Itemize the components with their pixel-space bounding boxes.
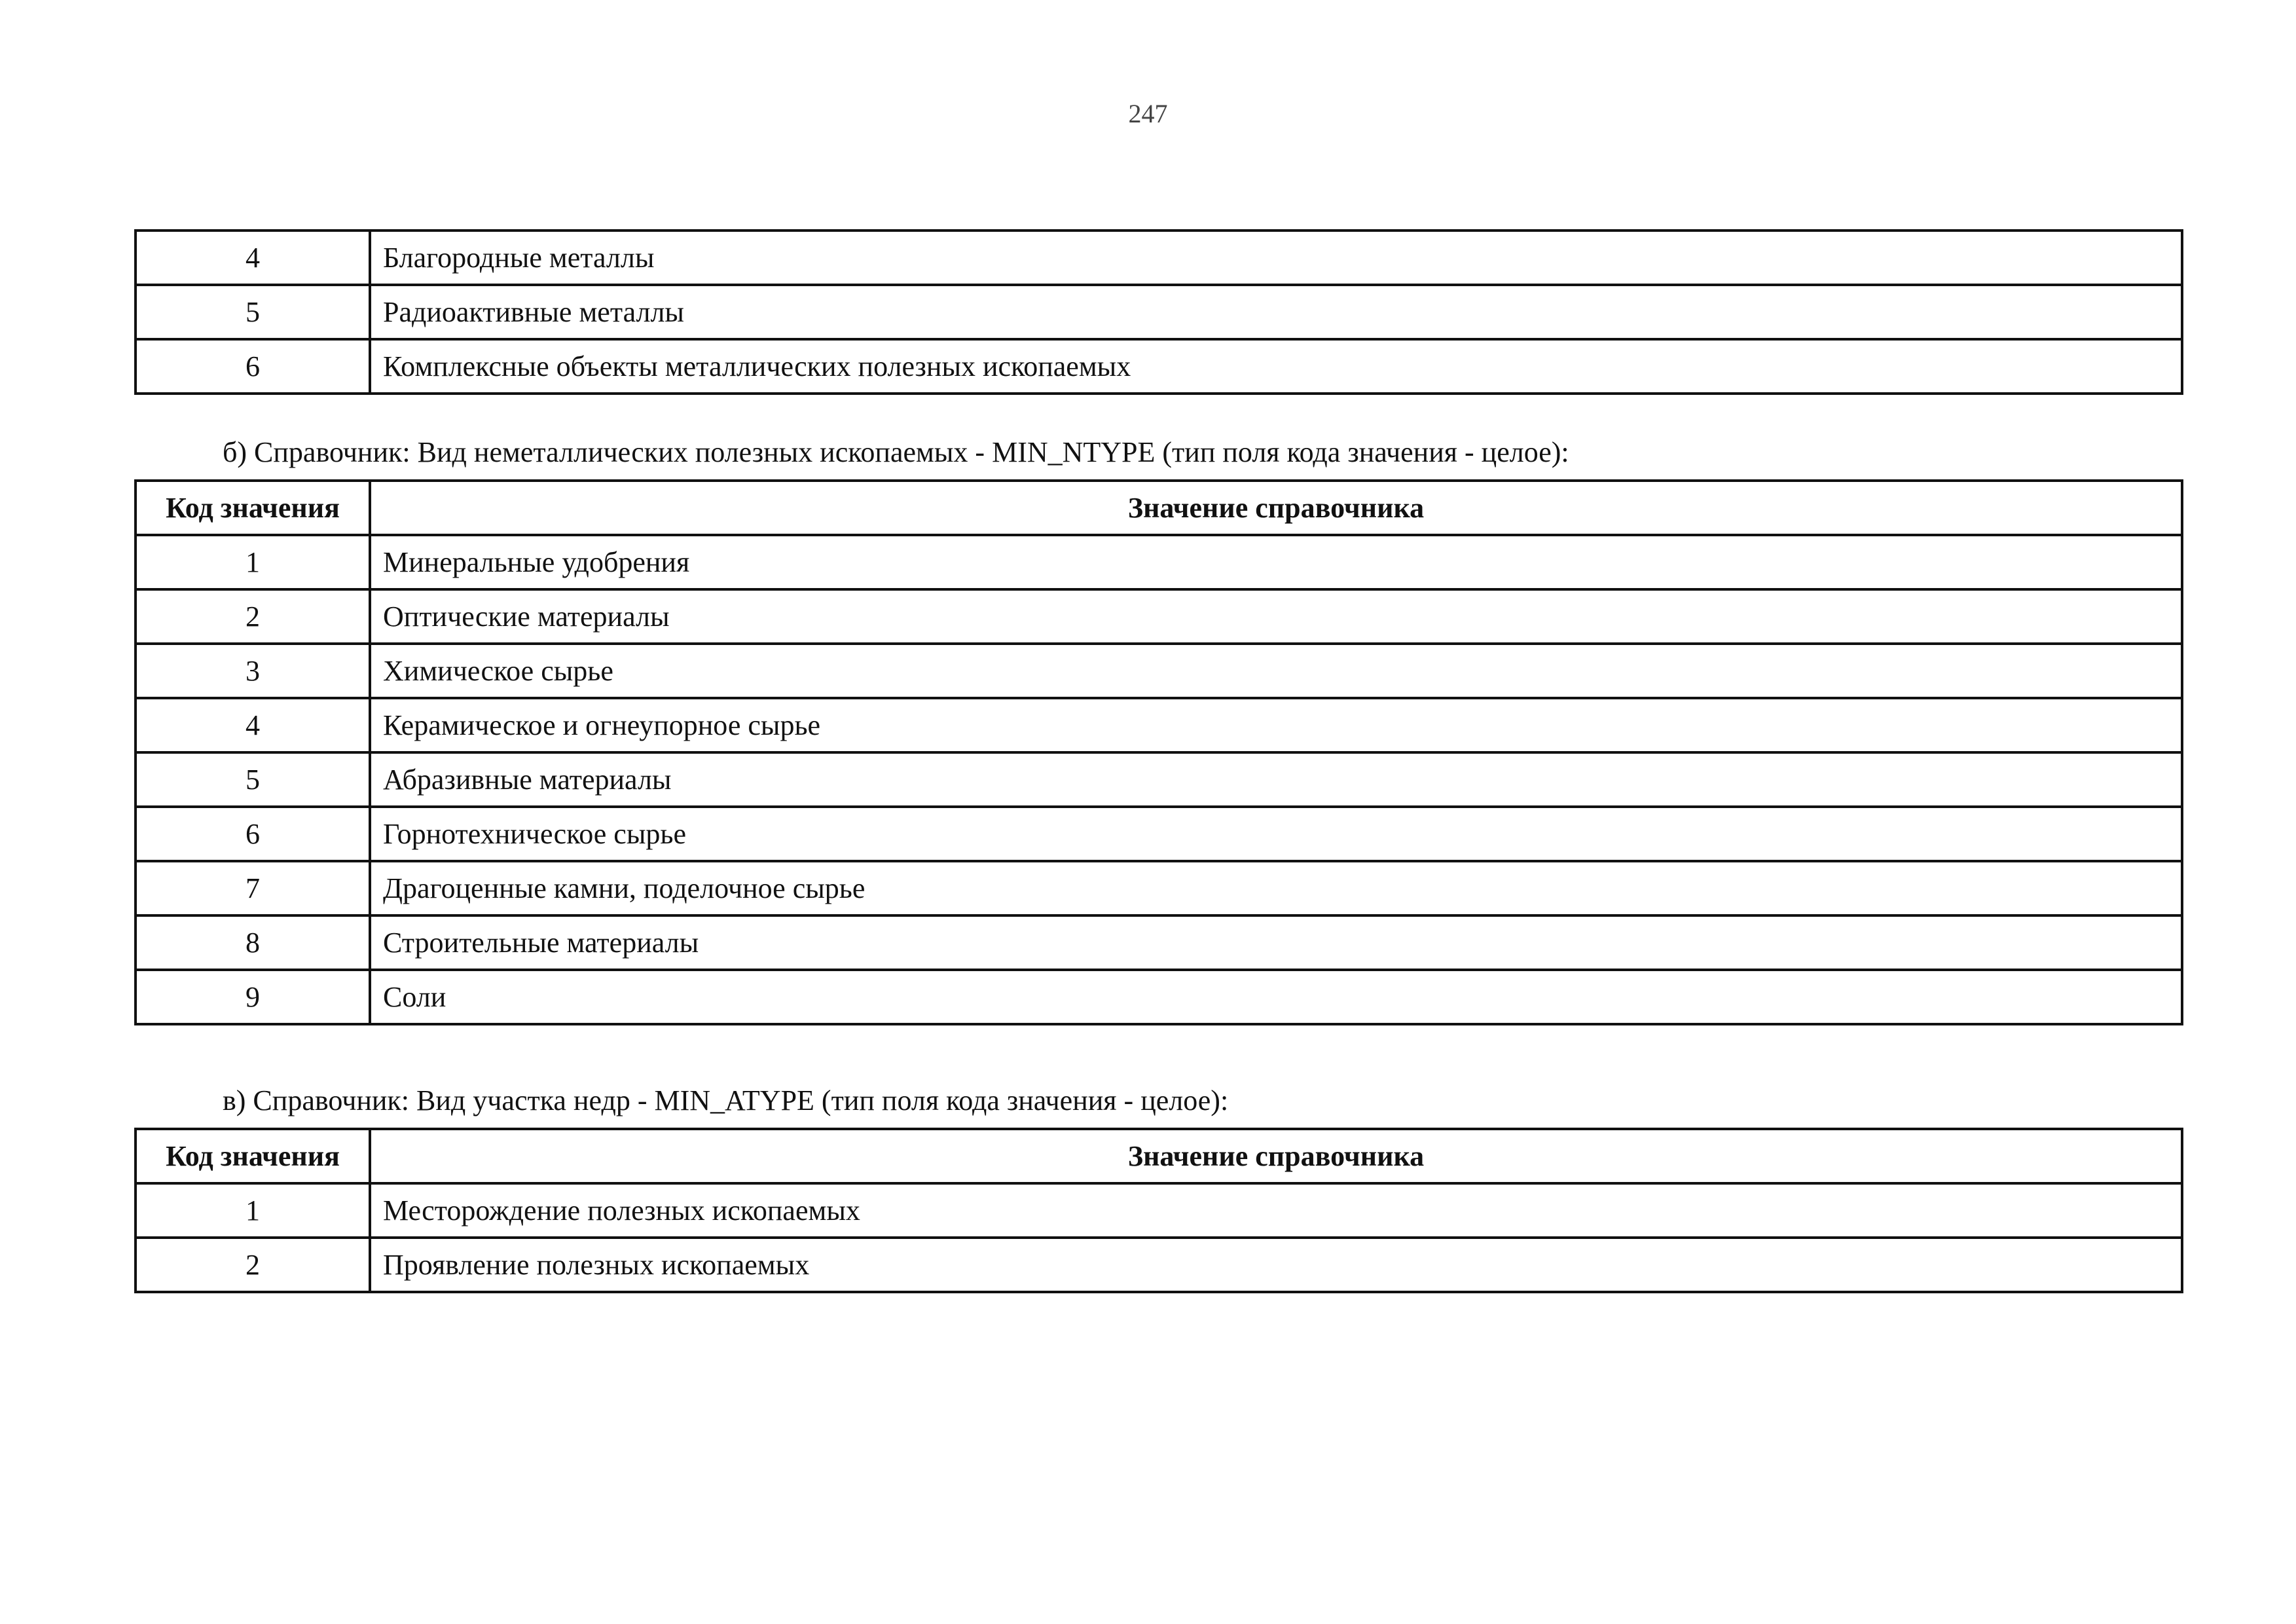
table-row xyxy=(136,589,2182,644)
subsoil-area-type-table xyxy=(134,1128,2183,1293)
code-cell: 9 xyxy=(136,970,370,1024)
value-cell: Горнотехническое сырье xyxy=(370,807,2182,861)
table-row xyxy=(136,970,2182,1024)
code-column-header: Код значения xyxy=(136,1129,370,1183)
table-row xyxy=(136,752,2182,807)
table-row xyxy=(136,861,2182,915)
section-c-caption: в) Справочник: Вид участка недр - MIN_ATYPE (тип поля кода значения - целое): xyxy=(223,1084,1229,1116)
value-column-header: Значение справочника xyxy=(370,481,2182,535)
section-b-caption: б) Справочник: Вид неметаллических полезных ископаемых - MIN_NTYPE (тип поля кода значения - целое): xyxy=(223,436,1569,468)
code-cell: 4 xyxy=(136,698,370,752)
value-cell: Абразивные материалы xyxy=(370,752,2182,807)
value-cell: Благородные металлы xyxy=(370,231,2182,285)
value-cell: Проявление полезных ископаемых xyxy=(370,1238,2182,1292)
value-cell: Керамическое и огнеупорное сырье xyxy=(370,698,2182,752)
table-row xyxy=(136,644,2182,698)
value-cell: Химическое сырье xyxy=(370,644,2182,698)
value-cell: Комплексные объекты металлических полезных ископаемых xyxy=(370,339,2182,394)
nonmetallic-minerals-table xyxy=(134,479,2183,1025)
code-cell: 2 xyxy=(136,589,370,644)
code-column-header: Код значения xyxy=(136,481,370,535)
value-cell: Строительные материалы xyxy=(370,915,2182,970)
value-cell: Драгоценные камни, поделочное сырье xyxy=(370,861,2182,915)
table-row xyxy=(136,807,2182,861)
table-row xyxy=(136,339,2182,394)
code-cell: 5 xyxy=(136,752,370,807)
table-header-row xyxy=(136,1129,2182,1183)
code-cell: 6 xyxy=(136,339,370,394)
table-row xyxy=(136,285,2182,339)
table-header-row xyxy=(136,481,2182,535)
code-cell: 1 xyxy=(136,1183,370,1238)
code-cell: 3 xyxy=(136,644,370,698)
code-cell: 8 xyxy=(136,915,370,970)
metallic-minerals-table-continuation xyxy=(134,229,2183,395)
value-cell: Оптические материалы xyxy=(370,589,2182,644)
value-cell: Месторождение полезных ископаемых xyxy=(370,1183,2182,1238)
code-cell: 1 xyxy=(136,535,370,589)
table-row xyxy=(136,698,2182,752)
value-cell: Соли xyxy=(370,970,2182,1024)
table-row xyxy=(136,1238,2182,1292)
value-cell: Минеральные удобрения xyxy=(370,535,2182,589)
code-cell: 6 xyxy=(136,807,370,861)
code-cell: 2 xyxy=(136,1238,370,1292)
table-row xyxy=(136,915,2182,970)
value-column-header: Значение справочника xyxy=(370,1129,2182,1183)
value-cell: Радиоактивные металлы xyxy=(370,285,2182,339)
code-cell: 7 xyxy=(136,861,370,915)
table-row xyxy=(136,231,2182,285)
code-cell: 5 xyxy=(136,285,370,339)
code-cell: 4 xyxy=(136,231,370,285)
table-row xyxy=(136,535,2182,589)
page-number: 247 xyxy=(1128,99,1168,128)
table-row xyxy=(136,1183,2182,1238)
